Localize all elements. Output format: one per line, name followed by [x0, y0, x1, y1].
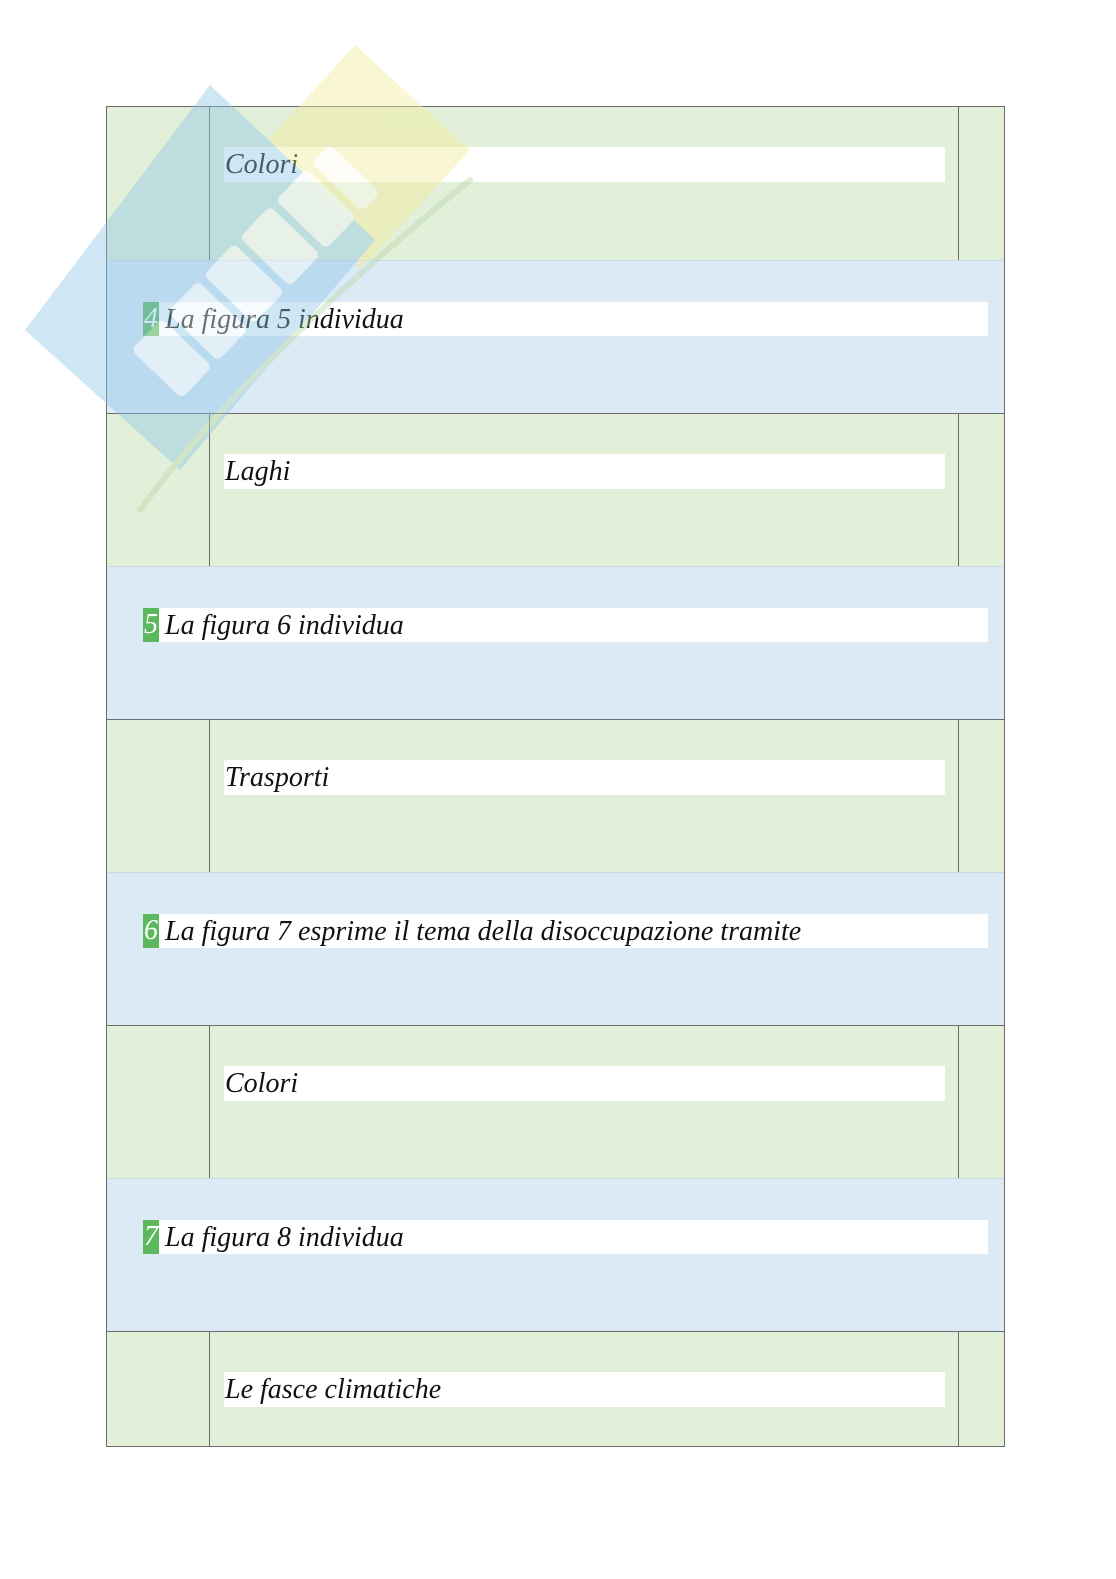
answer-row: [107, 413, 1004, 566]
question-line: [143, 302, 988, 336]
column-divider: [958, 1332, 959, 1446]
question-text: La figura 6 individua: [165, 610, 404, 641]
column-divider: [958, 107, 959, 260]
answer-text: Colori: [224, 147, 945, 182]
question-number-badge: 6: [144, 915, 158, 946]
question-row: [107, 1178, 1004, 1331]
question-number-badge: 4: [144, 303, 158, 334]
quiz-table: [106, 106, 1005, 1447]
answer-text: Le fasce climatiche: [224, 1372, 945, 1407]
answer-text: Trasporti: [224, 760, 945, 795]
column-divider: [209, 1026, 210, 1178]
question-number-badge: 5: [144, 609, 158, 640]
answer-text: Colori: [224, 1066, 945, 1101]
question-number-badge: 7: [144, 1221, 158, 1252]
answer-row: [107, 719, 1004, 872]
column-divider: [958, 1026, 959, 1178]
question-text: La figura 8 individua: [165, 1222, 404, 1253]
question-row: [107, 260, 1004, 413]
question-text: La figura 7 esprime il tema della disoccupazione tramite: [165, 916, 802, 947]
question-line: [143, 608, 988, 642]
column-divider: [209, 1332, 210, 1446]
answer-row: [107, 1025, 1004, 1178]
answer-text: Laghi: [224, 454, 945, 489]
question-row: [107, 566, 1004, 719]
column-divider: [209, 414, 210, 566]
answer-row: [107, 107, 1004, 260]
column-divider: [958, 414, 959, 566]
question-row: [107, 872, 1004, 1025]
question-line: [143, 1220, 988, 1254]
answer-row: [107, 1331, 1004, 1446]
column-divider: [958, 720, 959, 872]
question-line: [143, 914, 988, 948]
column-divider: [209, 107, 210, 260]
column-divider: [209, 720, 210, 872]
question-text: La figura 5 individua: [165, 304, 404, 335]
